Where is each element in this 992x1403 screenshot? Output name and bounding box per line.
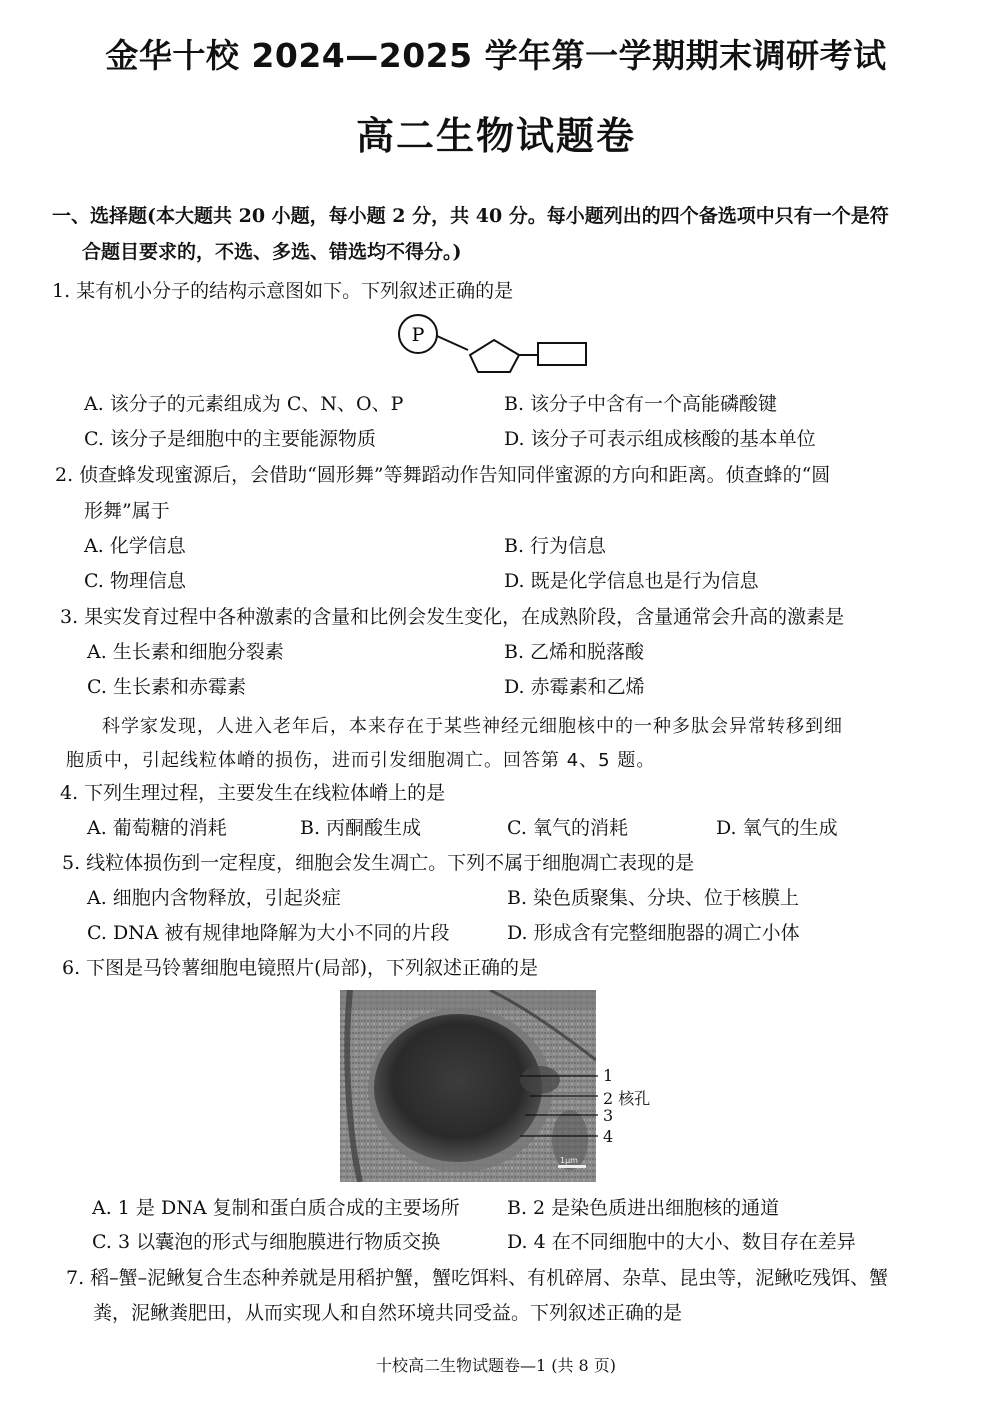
scale-bar-label: 1μm xyxy=(560,1156,578,1165)
nucleus-region xyxy=(374,1014,542,1162)
micrograph-label-2-nuclear-pore: 2 核孔 xyxy=(603,1089,651,1108)
passage-line1: 科学家发现，人进入老年后，本来存在于某些神经元细胞核中的一种多肽会异常转移到细 xyxy=(102,716,843,737)
passage-line2: 胞质中，引起线粒体嵴的损伤，进而引发细胞凋亡。回答第 4、5 题。 xyxy=(66,750,656,771)
q2-option-c: C. 物理信息 xyxy=(84,570,186,592)
exam-title: 金华十校 2024—2025 学年第一学期期末调研考试 xyxy=(105,36,887,75)
q3-option-d: D. 赤霉素和乙烯 xyxy=(504,676,645,698)
pentose-ring xyxy=(470,340,519,372)
scale-bar xyxy=(558,1165,586,1168)
question-2-stem-line2: 形舞”属于 xyxy=(84,500,170,522)
section-heading-line1: 一、选择题(本大题共 20 小题，每小题 2 分，共 40 分。每小题列出的四个备选项中只有一个是符 xyxy=(52,205,889,227)
phosphate-label: P xyxy=(411,324,425,346)
question-3-stem: 3. 果实发育过程中各种激素的含量和比例会发生变化，在成熟阶段，含量通常会升高的激素是 xyxy=(60,606,845,628)
q4-option-b: B. 丙酮酸生成 xyxy=(300,817,422,839)
q5-option-a: A. 细胞内含物释放，引起炎症 xyxy=(87,887,341,909)
paper-subtitle: 高二生物试题卷 xyxy=(355,114,636,158)
page-footer: 十校高二生物试题卷—1 (共 8 页) xyxy=(375,1356,617,1375)
q6-option-a: A. 1 是 DNA 复制和蛋白质合成的主要场所 xyxy=(92,1197,460,1219)
micrograph-label-1: 1 xyxy=(603,1066,614,1085)
q5-option-c: C. DNA 被有规律地降解为大小不同的片段 xyxy=(87,922,450,944)
q3-option-c: C. 生长素和赤霉素 xyxy=(87,676,246,698)
q1-option-a: A. 该分子的元素组成为 C、N、O、P xyxy=(84,393,404,415)
question-5-stem: 5. 线粒体损伤到一定程度，细胞会发生凋亡。下列不属于细胞凋亡表现的是 xyxy=(62,852,695,874)
question-4-stem: 4. 下列生理过程，主要发生在线粒体嵴上的是 xyxy=(60,782,446,804)
molecule-diagram xyxy=(390,312,600,380)
q3-option-b: B. 乙烯和脱落酸 xyxy=(504,641,645,663)
q3-option-a: A. 生长素和细胞分裂素 xyxy=(87,641,284,663)
q1-option-b: B. 该分子中含有一个高能磷酸键 xyxy=(504,393,778,415)
q2-option-d: D. 既是化学信息也是行为信息 xyxy=(504,570,759,592)
q4-option-c: C. 氧气的消耗 xyxy=(507,817,628,839)
micrograph-label-3: 3 xyxy=(603,1106,614,1125)
q6-option-b: B. 2 是染色质进出细胞核的通道 xyxy=(507,1197,780,1219)
question-6-stem: 6. 下图是马铃薯细胞电镜照片(局部)，下列叙述正确的是 xyxy=(62,957,538,979)
question-7-stem-line1: 7. 稻–蟹–泥鳅复合生态种养就是用稻护蟹，蟹吃饵料、有机碎屑、杂草、昆虫等，泥鳅吃残饵、蟹 xyxy=(66,1267,889,1289)
q5-option-d: D. 形成含有完整细胞器的凋亡小体 xyxy=(507,922,800,944)
base-rectangle xyxy=(538,343,586,365)
question-7-stem-line2: 粪，泥鳅粪肥田，从而实现人和自然环境共同受益。下列叙述正确的是 xyxy=(93,1302,683,1324)
question-2-stem-line1: 2. 侦查蜂发现蜜源后，会借助“圆形舞”等舞蹈动作告知同伴蜜源的方向和距离。侦查蜂的“圆 xyxy=(55,464,831,486)
q5-option-b: B. 染色质聚集、分块、位于核膜上 xyxy=(507,887,800,909)
q4-option-a: A. 葡萄糖的消耗 xyxy=(87,817,227,839)
q2-option-b: B. 行为信息 xyxy=(504,535,607,557)
q2-option-a: A. 化学信息 xyxy=(84,535,186,557)
q4-option-d: D. 氧气的生成 xyxy=(716,817,838,839)
micrograph-label-4: 4 xyxy=(603,1127,614,1146)
micrograph-leader-lines xyxy=(520,1070,600,1146)
question-1-stem: 1. 某有机小分子的结构示意图如下。下列叙述正确的是 xyxy=(52,280,514,302)
q1-option-c: C. 该分子是细胞中的主要能源物质 xyxy=(84,428,376,450)
section-heading-line2: 合题目要求的，不选、多选、错选均不得分。) xyxy=(82,241,462,263)
q1-option-d: D. 该分子可表示组成核酸的基本单位 xyxy=(504,428,816,450)
q6-option-d: D. 4 在不同细胞中的大小、数目存在差异 xyxy=(507,1231,856,1253)
q6-option-c: C. 3 以囊泡的形式与细胞膜进行物质交换 xyxy=(92,1231,441,1253)
phosphate-bond xyxy=(437,336,468,350)
